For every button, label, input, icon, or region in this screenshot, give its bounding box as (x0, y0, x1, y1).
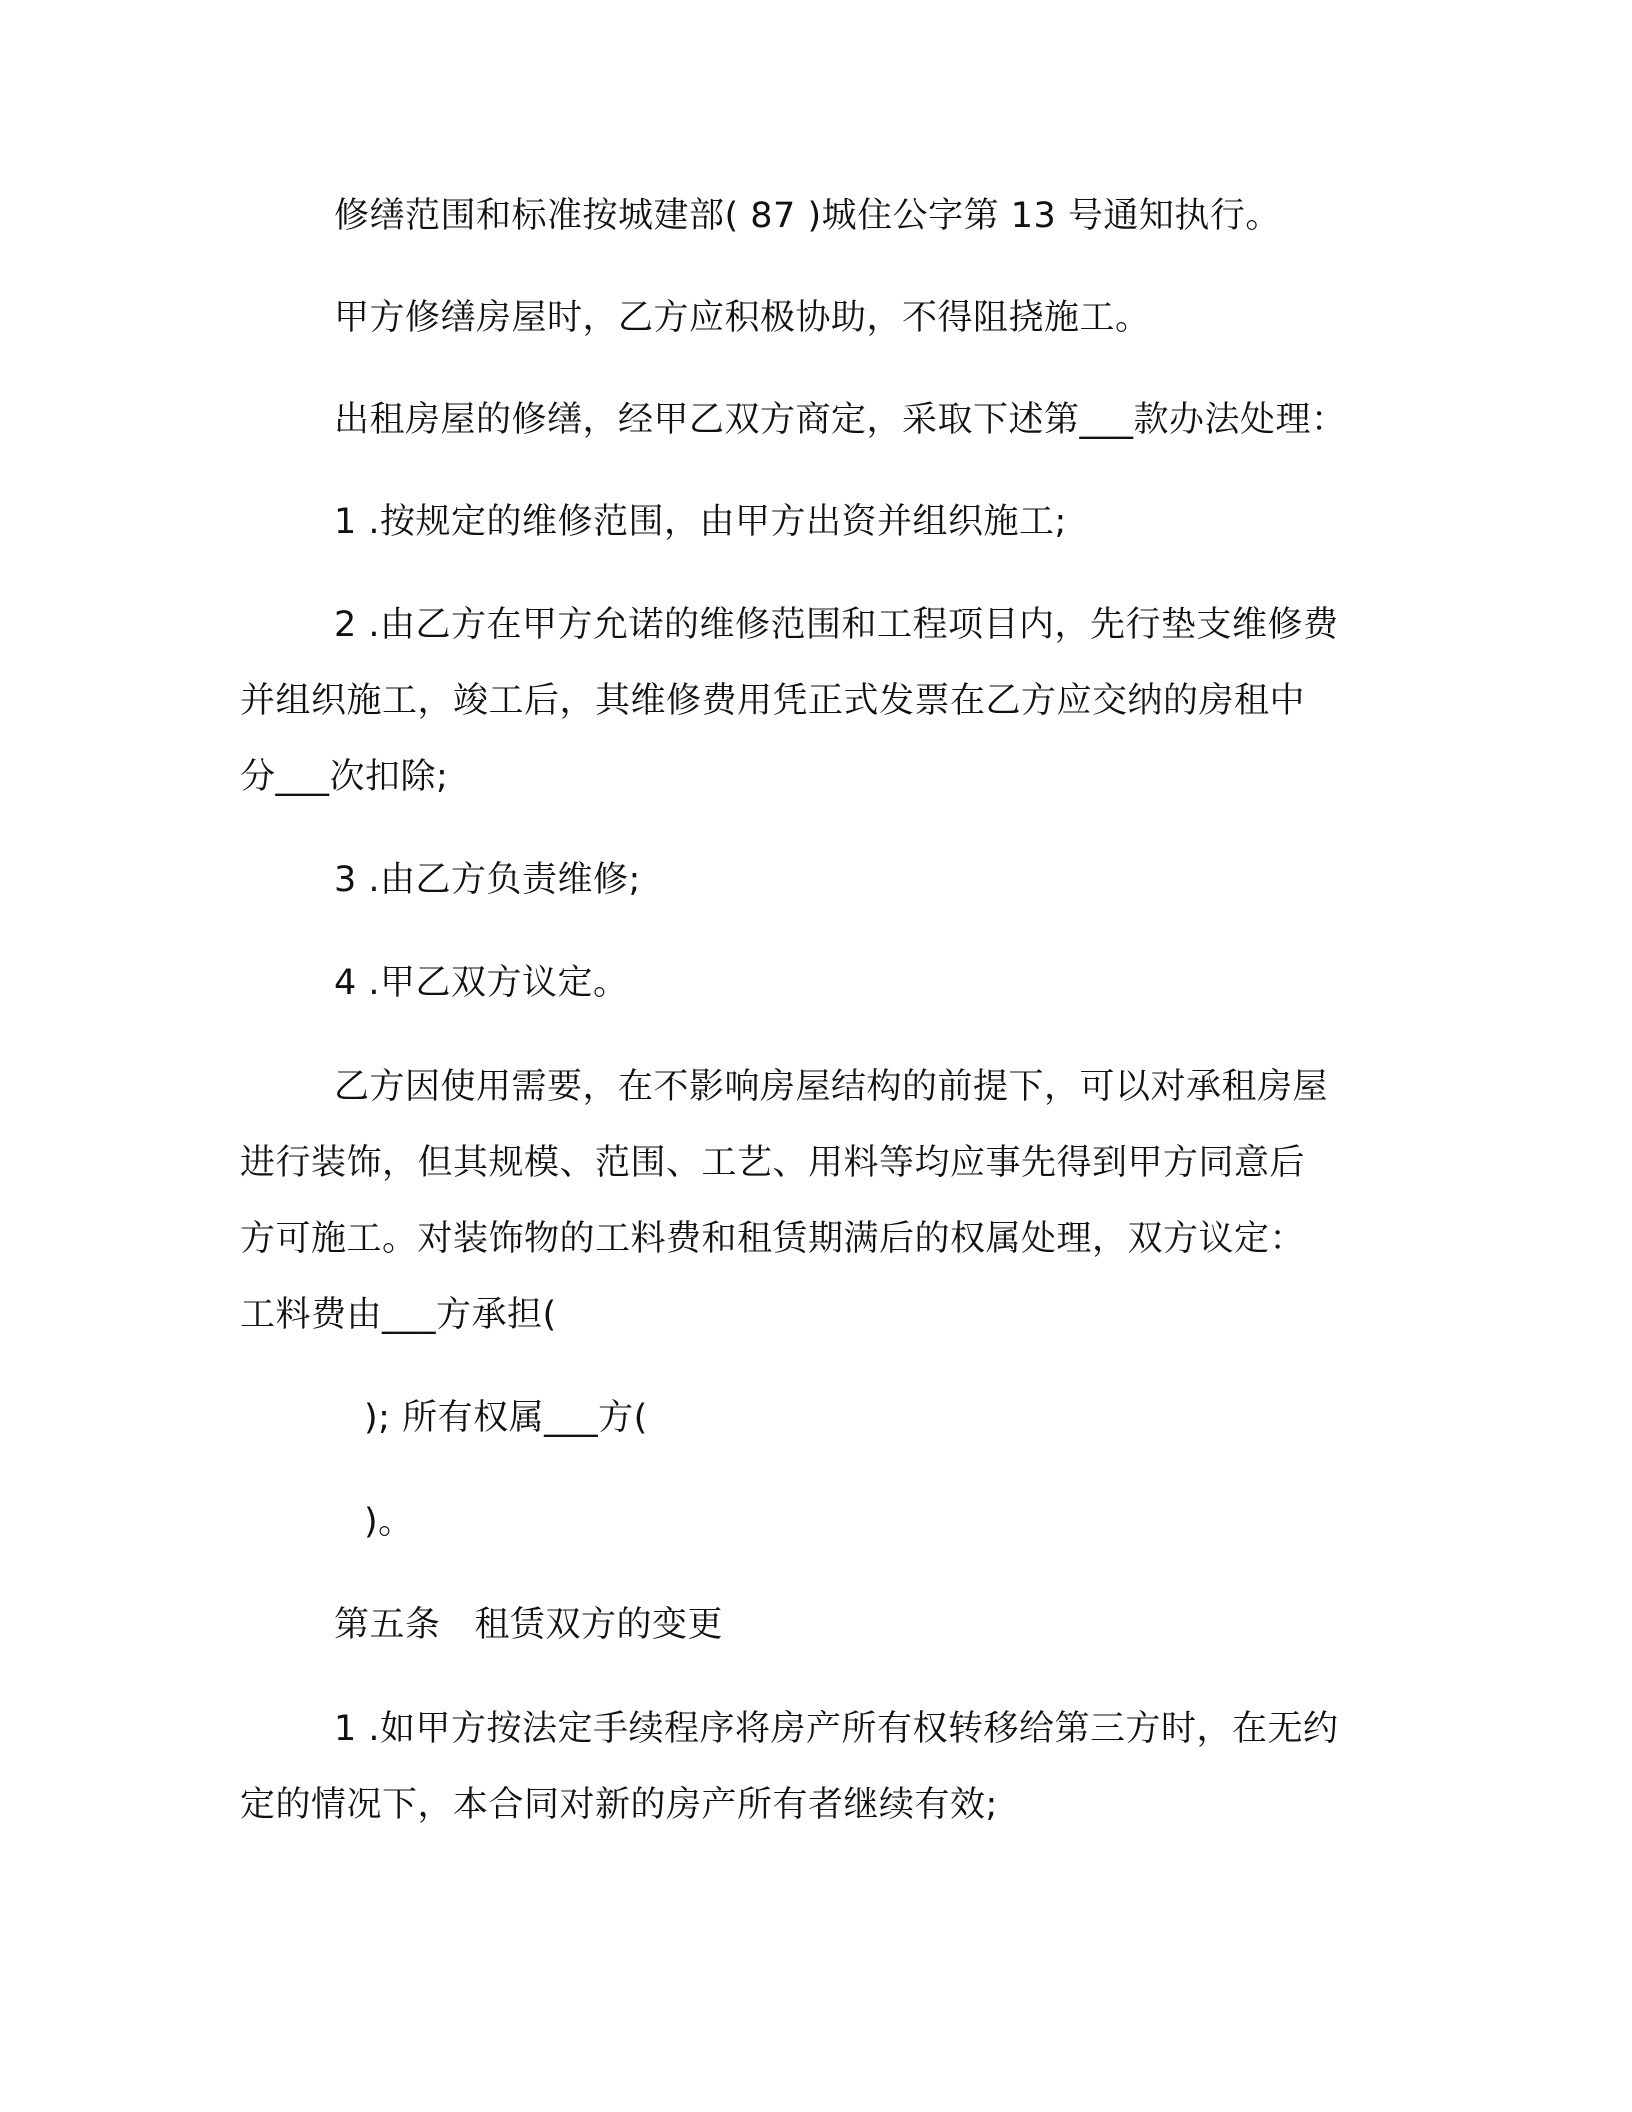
paragraph-cost-bearer: 工料费由___方承担( (240, 1295, 557, 1335)
paragraph-ownership-close: )。 (364, 1502, 414, 1542)
paragraph-repair-standard: 修缮范围和标准按城建部( 87 )城住公字第 13 号通知执行。 (334, 196, 1281, 236)
paragraph-repair-method: 出租房屋的修缮，经甲乙双方商定，采取下述第___款办法处理： (334, 400, 1347, 440)
list-item-option-2: 2 .由乙方在甲方允诺的维修范围和工程项目内，先行垫支维修费 (334, 605, 1339, 645)
list-item-option-1: 1 .按规定的维修范围，由甲方出资并组织施工; (334, 502, 1067, 542)
paragraph-decoration-continued-2: 方可施工。对装饰物的工料费和租赁期满后的权属处理，双方议定： (240, 1219, 1306, 1259)
article-title: 租赁双方的变更 (474, 1605, 724, 1645)
paragraph-decoration-continued: 进行装饰，但其规模、范围、工艺、用料等均应事先得到甲方同意后 (240, 1143, 1306, 1183)
article-number: 第五条 (334, 1605, 441, 1645)
list-item-option-3: 3 .由乙方负责维修; (334, 860, 641, 900)
list-item-change-1: 1 .如甲方按法定手续程序将房产所有权转移给第三方时，在无约 (334, 1709, 1339, 1749)
paragraph-ownership: ); 所有权属___方( (364, 1398, 648, 1438)
paragraph-decoration: 乙方因使用需要，在不影响房屋结构的前提下，可以对承租房屋 (334, 1067, 1329, 1107)
paragraph-tenant-assist: 甲方修缮房屋时，乙方应积极协助，不得阻挠施工。 (334, 298, 1151, 338)
list-item-change-1-continued: 定的情况下，本合同对新的房产所有者继续有效; (240, 1785, 998, 1825)
article-heading (334, 1603, 723, 1647)
list-item-option-2-end: 分___次扣除; (240, 757, 449, 797)
list-item-option-2-continued: 并组织施工，竣工后，其维修费用凭正式发票在乙方应交纳的房租中 (240, 681, 1306, 721)
list-item-option-4: 4 .甲乙双方议定。 (334, 963, 629, 1003)
